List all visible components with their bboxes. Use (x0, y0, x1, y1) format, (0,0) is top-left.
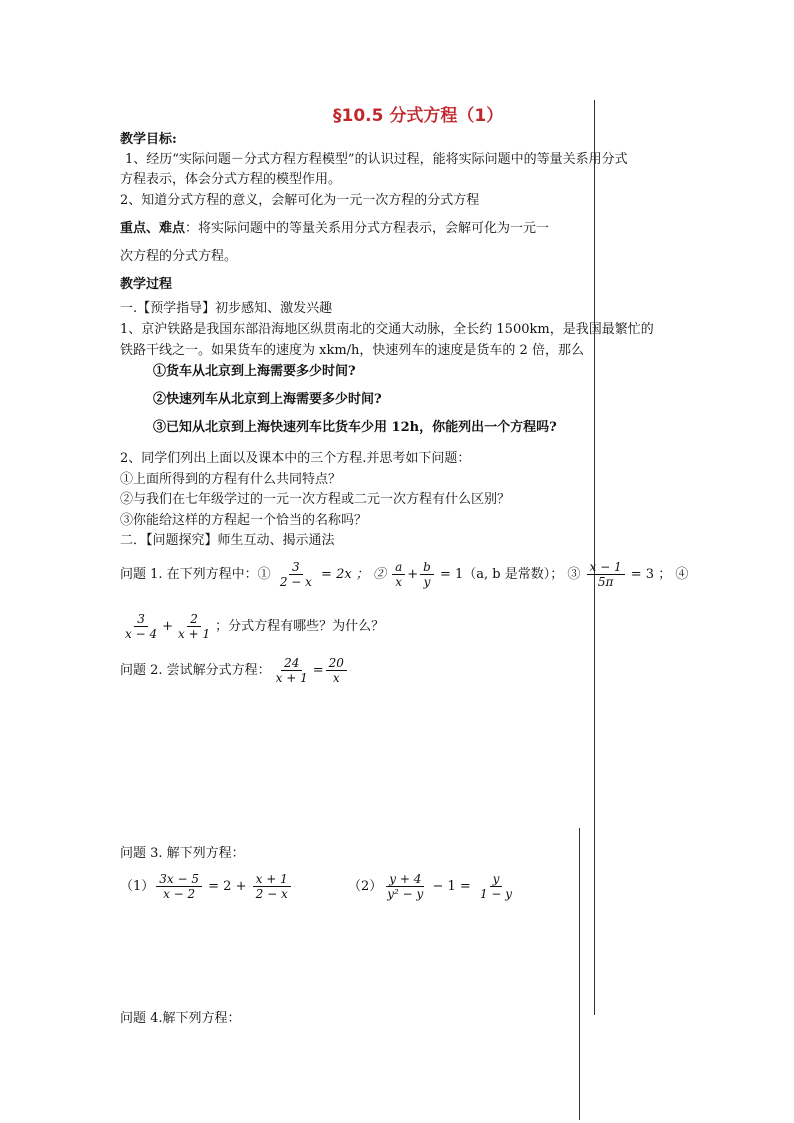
problem-4-lead: 问题 4.解下列方程： (120, 1011, 241, 1026)
paragraph2: 2、同学们列出上面以及课本中的三个方程.并思考如下问题： (120, 451, 471, 466)
objective-1-line-a: 1、经历“实际问题－分式方程方程模型”的认识过程，能将实际问题中的等量关系用分式 (125, 152, 628, 167)
question-2: ②快速列车从北京到上海需要多少时间? (153, 392, 382, 407)
equation-3-denominator: 5π (597, 575, 614, 589)
keypoints-label: 重点、难点 (120, 221, 186, 236)
paragraph2-question-2: ②与我们在七年级学过的一元一次方程或二元一次方程有什么区别？ (120, 492, 511, 507)
objectives-heading: 教学目标: (120, 132, 177, 147)
question-3: ③已知从北京到上海快速列车比货车少用 12h，你能列出一个方程吗? (153, 420, 557, 435)
equation-2a-numerator: a (392, 560, 405, 575)
problem-3a-middle: = 2 + (208, 879, 247, 894)
problem-3b-right-denominator: 1 − y (479, 887, 513, 901)
equation-2-plus: + (407, 567, 419, 582)
equation-2b-numerator: b (420, 560, 434, 575)
equation-2-rhs: = 1（a, b 是常数）； ③ (439, 567, 581, 582)
equation-1-denominator: 2 − x (279, 575, 312, 589)
problem-2-lead: 问题 2. 尝试解分式方程： (120, 663, 271, 678)
problem-2-rhs-numerator: 20 (326, 656, 347, 671)
problem-2-lhs-numerator: 24 (281, 656, 302, 671)
equation-4-fraction-a (122, 612, 160, 641)
keypoints-text-a: ：将实际问题中的等量关系用分式方程表示，会解可化为一元一 (185, 221, 550, 236)
problem-3b-label: （2） (348, 879, 383, 894)
equation-3-fraction (587, 560, 625, 589)
problem-3a-left-numerator: 3x − 5 (156, 872, 202, 887)
equation-4-fraction-b (175, 612, 213, 641)
paragraph1-line-a: 1、京沪铁路是我国东部沿海地区纵贯南北的交通大动脉，全长约 1500km，是我国最繁忙的 (120, 322, 654, 337)
problem-2-lhs-denominator: x + 1 (275, 671, 308, 685)
question-1: ①货车从北京到上海需要多少时间? (153, 364, 356, 379)
equation-2a-denominator: x (395, 575, 403, 589)
problem-3a-left-denominator: x − 2 (163, 887, 196, 901)
problem-3-equation-b (348, 872, 517, 901)
process-heading: 教学过程 (120, 277, 173, 292)
problem-3-equation-a (120, 872, 293, 901)
problem-3b-middle: − 1 = (432, 879, 471, 894)
equation-4-plus: + (162, 619, 173, 634)
equation-4a-numerator: 3 (134, 612, 148, 627)
problem-2 (120, 656, 349, 685)
problem-2-rhs-fraction (326, 656, 347, 685)
equation-1-numerator: 3 (289, 560, 303, 575)
equation-4b-denominator: x + 1 (178, 627, 211, 641)
equation-4b-numerator: 2 (187, 612, 201, 627)
problem-3b-left-denominator: y² − y (387, 887, 424, 901)
paragraph1-line-b: 铁路干线之一。如果货车的速度为 xkm/h，快速列车的速度是货车的 2 倍，那么 (120, 343, 584, 358)
problem-3a-right-denominator: 2 − x (255, 887, 288, 901)
problem-1-line-b (120, 612, 384, 641)
problem-3a-right-fraction (253, 872, 291, 901)
problem-1-question: ；分式方程有哪些？为什么？ (215, 619, 385, 634)
keypoints-line-a (120, 217, 549, 236)
paragraph2-question-1: ①上面所得到的方程有什么共同特点？ (120, 472, 342, 487)
equation-3-rhs: = 3 ； ④ (630, 567, 689, 582)
problem-3a-left-fraction (156, 872, 202, 901)
equation-1-rhs: = 2x ； ② (321, 567, 386, 582)
margin-rule-upper (594, 100, 595, 1015)
problem-2-rhs-denominator: x (332, 671, 340, 685)
objective-1-line-b: 方程表示，体会分式方程的模型作用。 (120, 172, 342, 187)
page-title: §10.5 分式方程（1） (333, 106, 504, 126)
equation-2-fraction-b (420, 560, 434, 589)
problem-1-lead: 问题 1. 在下列方程中：① (120, 567, 271, 582)
problem-1-line-a (120, 560, 688, 589)
problem-3a-label: （1） (120, 879, 155, 894)
problem-3b-right-fraction (477, 872, 515, 901)
equation-2-fraction-a (392, 560, 405, 589)
paragraph2-question-3: ③你能给这样的方程起一个恰当的名称吗？ (120, 513, 368, 528)
equation-3-numerator: x − 1 (587, 560, 625, 575)
problem-3b-left-numerator: y + 4 (386, 872, 424, 887)
objective-2: 2、知道分式方程的意义，会解可化为一元一次方程的分式方程 (120, 193, 480, 208)
section1-heading: 一.【预学指导】初步感知、激发兴趣 (120, 301, 333, 316)
equation-4a-denominator: x − 4 (125, 627, 158, 641)
problem-3b-right-numerator: y (490, 872, 503, 887)
problem-3-lead: 问题 3. 解下列方程： (120, 846, 245, 861)
margin-rule-lower (579, 828, 580, 1120)
section2-heading: 二．【问题探究】师生互动、揭示通法 (120, 533, 335, 548)
problem-3a-right-numerator: x + 1 (253, 872, 291, 887)
problem-2-lhs-fraction (273, 656, 311, 685)
equation-2b-denominator: y (423, 575, 431, 589)
equation-1-fraction (277, 560, 315, 589)
keypoints-line-b: 次方程的分式方程。 (120, 249, 238, 264)
problem-2-equals: = (312, 663, 324, 678)
problem-3b-left-fraction (384, 872, 426, 901)
